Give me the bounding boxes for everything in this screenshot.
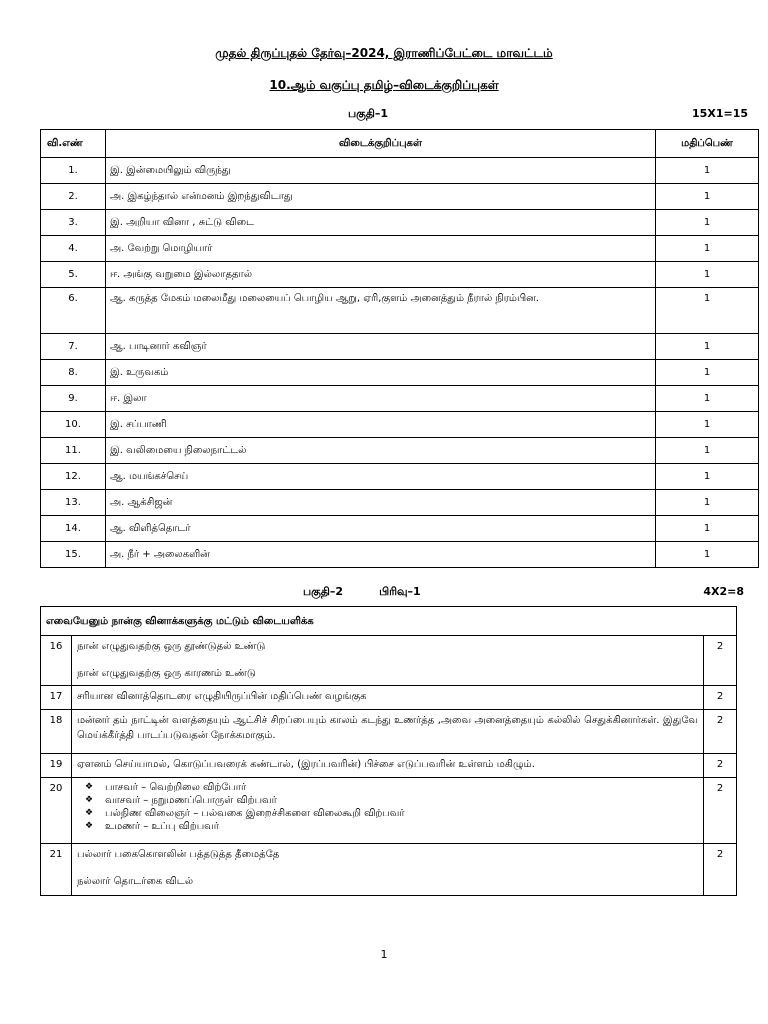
table-row [41, 386, 759, 412]
table-row [41, 686, 737, 710]
table-row [41, 288, 759, 334]
table-row [41, 262, 759, 288]
answer-line: பல்லார் பகைகொளலின் பத்தடுத்த தீமைத்தே [77, 849, 280, 860]
question-number: 11. [41, 438, 106, 464]
mark-cell: 1 [656, 158, 759, 184]
mark-cell: 1 [656, 386, 759, 412]
question-number: 8. [41, 360, 106, 386]
table-row [41, 334, 759, 360]
answer-cell: இ. அறியா வினா , சுட்டு விடை [106, 210, 656, 236]
instruction-row [41, 607, 737, 636]
mark-cell: 1 [656, 236, 759, 262]
answer-cell: அ. நீர் + அலைகளின் [106, 542, 656, 568]
question-number: 13. [41, 490, 106, 516]
part2-label [303, 585, 421, 600]
mark-cell: 1 [656, 210, 759, 236]
mark-cell: 1 [656, 262, 759, 288]
table-row [41, 184, 759, 210]
header-marks: மதிப்பெண் [656, 130, 759, 158]
table-row [41, 844, 737, 896]
question-number: 17 [41, 686, 72, 710]
mark-cell: 1 [656, 334, 759, 360]
mark-cell: 1 [656, 360, 759, 386]
answer-cell: அ. ஆக்சிஜன் [106, 490, 656, 516]
answer-table-part1 [40, 129, 759, 568]
answer-line: நான் எழுதுவதற்கு ஒரு காரணம் உண்டு [77, 668, 256, 679]
instruction-text: எவையேனும் நான்கு வினாக்களுக்கு மட்டும் விடையளிக்க [41, 607, 737, 636]
table-row [41, 516, 759, 542]
table-row [41, 636, 737, 686]
mark-cell: 2 [704, 778, 737, 844]
answer-cell: ஆ. மயங்கச்செய் [106, 464, 656, 490]
question-number: 3. [41, 210, 106, 236]
table-row [41, 754, 737, 778]
part2-section: பிரிவு–1 [379, 585, 421, 598]
answer-cell: இ. வலிமையை நிலைநாட்டல் [106, 438, 656, 464]
list-item: ❖ வாசவர் – நறுமணப்பொருள் விற்பவர் [105, 794, 698, 807]
mark-cell: 2 [704, 636, 737, 686]
bullet-list [77, 781, 698, 833]
table-row [41, 490, 759, 516]
answer-table-part2 [40, 606, 737, 896]
question-number: 9. [41, 386, 106, 412]
list-item: ❖ பாசவர் – வெற்றிலை விற்போர் [105, 781, 698, 794]
list-item: ❖ பல்நிண விலைஞர் – பல்வகை இறைச்சிகளை விலைகூறி விற்பவர் [105, 807, 698, 820]
question-number: 12. [41, 464, 106, 490]
question-number: 15. [41, 542, 106, 568]
question-number: 1. [41, 158, 106, 184]
table-row [41, 778, 737, 844]
table-row [41, 210, 759, 236]
mark-cell: 2 [704, 710, 737, 754]
answer-cell: சரியான வினாத்தொடரை எழுதியிருப்பின் மதிப்பெண் வழங்குக [72, 686, 704, 710]
part2-title: பகுதி–2 [303, 585, 344, 598]
mark-cell: 1 [656, 542, 759, 568]
answer-cell [72, 636, 704, 686]
question-number: 7. [41, 334, 106, 360]
part2-marks: 4X2=8 [703, 585, 744, 598]
answer-cell: ஆ. விளித்தொடர் [106, 516, 656, 542]
table-row [41, 236, 759, 262]
table-row [41, 542, 759, 568]
question-number: 4. [41, 236, 106, 262]
mark-cell: 1 [656, 438, 759, 464]
mark-cell: 1 [656, 464, 759, 490]
answer-cell: அ. இகழ்ந்தால் என்மனம் இறந்துவிடாது [106, 184, 656, 210]
answer-cell: ஏளனம் செய்யாமல், கொடுப்பவரைக் கண்டால், (இரப்பவரின்) பிச்சை எடுப்பவரின் உள்ளம் மகிழும். [72, 754, 704, 778]
answer-cell: மன்னர் தம் நாட்டின் வளத்தையும் ஆட்சிச் சிறப்பையும் காலம் கடந்து உணர்த்த ,அவை அனைத்தையும் கல்லில் செதுக்கினார்கள். இதுவே மெய்க்கீர்த்தி பாடப்படுவதன் நோக்கமாகும். [72, 710, 704, 754]
list-item: ❖ உமணர் – உப்பு விற்பவர் [105, 820, 698, 833]
document-title: முதல் திருப்புதல் தேர்வு–2024, இராணிப்பேட்டை மாவட்டம் [215, 46, 553, 60]
part1-label: பகுதி–1 [348, 107, 389, 120]
part1-marks: 15X1=15 [692, 107, 748, 120]
table-row [41, 710, 737, 754]
document-subtitle: 10.ஆம் வகுப்பு தமிழ்–விடைக்குறிப்புகள் [269, 78, 499, 92]
header-answer: விடைக்குறிப்புகள் [106, 130, 656, 158]
mark-cell: 1 [656, 288, 759, 334]
mark-cell: 2 [704, 686, 737, 710]
mark-cell: 1 [656, 412, 759, 438]
mark-cell: 1 [656, 490, 759, 516]
question-number: 5. [41, 262, 106, 288]
answer-line: நல்லார் தொடர்கை விடல் [77, 876, 194, 887]
answer-cell: அ. வேற்று மொழியார் [106, 236, 656, 262]
answer-cell: ஈ. இலா [106, 386, 656, 412]
question-number: 21 [41, 844, 72, 896]
question-number: 6. [41, 288, 106, 334]
question-number: 20 [41, 778, 72, 844]
table-row [41, 158, 759, 184]
answer-cell: ஈ. அங்கு வறுமை இல்லாததால் [106, 262, 656, 288]
answer-cell: இ. உருவகம் [106, 360, 656, 386]
mark-cell: 1 [656, 516, 759, 542]
header-question-no: வி.எண் [41, 130, 106, 158]
question-number: 19 [41, 754, 72, 778]
answer-cell: ஆ. கருத்த மேகம் மலைமீது மலையைப் பொழிய ஆறு, ஏரி,குளம் அனைத்தும் நீரால் நிரம்பின. [106, 288, 656, 334]
answer-line: நான் எழுதுவதற்கு ஒரு தூண்டுதல் உண்டு [77, 641, 266, 652]
answer-cell [72, 778, 704, 844]
mark-cell: 1 [656, 184, 759, 210]
table-row [41, 438, 759, 464]
answer-table-body [41, 158, 759, 568]
mark-cell: 2 [704, 844, 737, 896]
question-number: 10. [41, 412, 106, 438]
table-row [41, 412, 759, 438]
question-number: 18 [41, 710, 72, 754]
mark-cell: 2 [704, 754, 737, 778]
question-number: 2. [41, 184, 106, 210]
table-header-row [41, 130, 759, 158]
table-row [41, 464, 759, 490]
table-row [41, 360, 759, 386]
question-number: 16 [41, 636, 72, 686]
question-number: 14. [41, 516, 106, 542]
answer-cell: இ. சப்பாணி [106, 412, 656, 438]
answer-cell: ஆ. பாடினார் கவிஞர் [106, 334, 656, 360]
answer-cell [72, 844, 704, 896]
page-number: 1 [380, 948, 388, 961]
answer-cell: இ. இன்மையிலும் விருந்து [106, 158, 656, 184]
